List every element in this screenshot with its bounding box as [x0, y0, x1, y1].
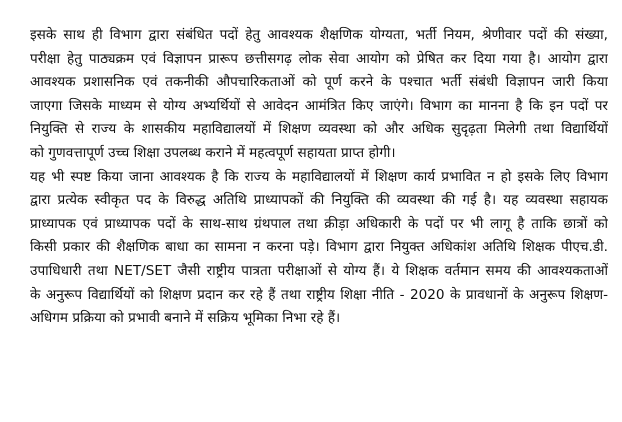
- text-line: इसके साथ ही विभाग द्वारा संबंधित पदों हेतु आवश्यक शैक्षणिक योग्यता, भर्ती नियम, श्रेणीवार पदों की संख्या,: [30, 27, 608, 43]
- text-line: उपाधिधारी तथा NET/SET जैसी राष्ट्रीय पात्रता परीक्षाओं से योग्य हैं। ये शिक्षक वर्तमान समय की आवश्यकताओं: [30, 262, 608, 279]
- text-line: किसी प्रकार की शैक्षणिक बाधा का सामना न करना पड़े। विभाग द्वारा नियुक्त अधिकांश अतिथि शिक्षक पीएच.डी.: [30, 239, 608, 256]
- text-line: आवश्यक प्रशासनिक एवं तकनीकी औपचारिकताओं को पूर्ण करने के पश्चात भर्ती संबंधी विज्ञापन जारी किया: [30, 74, 608, 91]
- text-line: द्वारा प्रत्येक स्वीकृत पद के विरुद्ध अतिथि प्राध्यापकों की नियुक्ति की व्यवस्था की गई है। यह व्यवस्था सहायक: [30, 192, 608, 209]
- text-line: नियुक्ति से राज्य के शासकीय महाविद्यालयों में शिक्षण व्यवस्था को और अधिक सुदृढ़ता मिलेगी तथा विद्यार्थियों: [30, 121, 608, 138]
- paragraph-1: [30, 24, 608, 166]
- text-line: अधिगम प्रक्रिया को प्रभावी बनाने में सक्रिय भूमिका निभा रहे हैं।: [30, 310, 341, 327]
- text-line: यह भी स्पष्ट किया जाना आवश्यक है कि राज्य के महाविद्यालयों में शिक्षण कार्य प्रभावित न हो इसके लिए विभाग: [30, 168, 608, 185]
- text-line: जाएगा जिसके माध्यम से योग्य अभ्यर्थियों से आवेदन आमंत्रित किए जाएंगे। विभाग का मानना है कि इन पदों पर: [30, 97, 608, 114]
- text-line: परीक्षा हेतु पाठ्यक्रम एवं विज्ञापन प्रारूप छत्तीसगढ़ लोक सेवा आयोग को प्रेषित कर दिया गया है। आयोग द्वारा: [30, 50, 608, 67]
- document-body: [30, 24, 608, 331]
- text-line: प्राध्यापक एवं प्राध्यापक पदों के साथ-साथ ग्रंथपाल तथा क्रीड़ा अधिकारी के पदों पर भी लागू है ताकि छात्रों को: [30, 215, 608, 232]
- text-line: के अनुरूप विद्यार्थियों को शिक्षण प्रदान कर रहे हैं तथा राष्ट्रीय शिक्षा नीति - 2020 के प्रावधानों के अनुरूप शिक्षण-: [30, 286, 608, 303]
- text-line: को गुणवत्तापूर्ण उच्च शिक्षा उपलब्ध कराने में महत्वपूर्ण सहायता प्राप्त होगी।: [30, 144, 396, 161]
- paragraph-2: [30, 166, 608, 331]
